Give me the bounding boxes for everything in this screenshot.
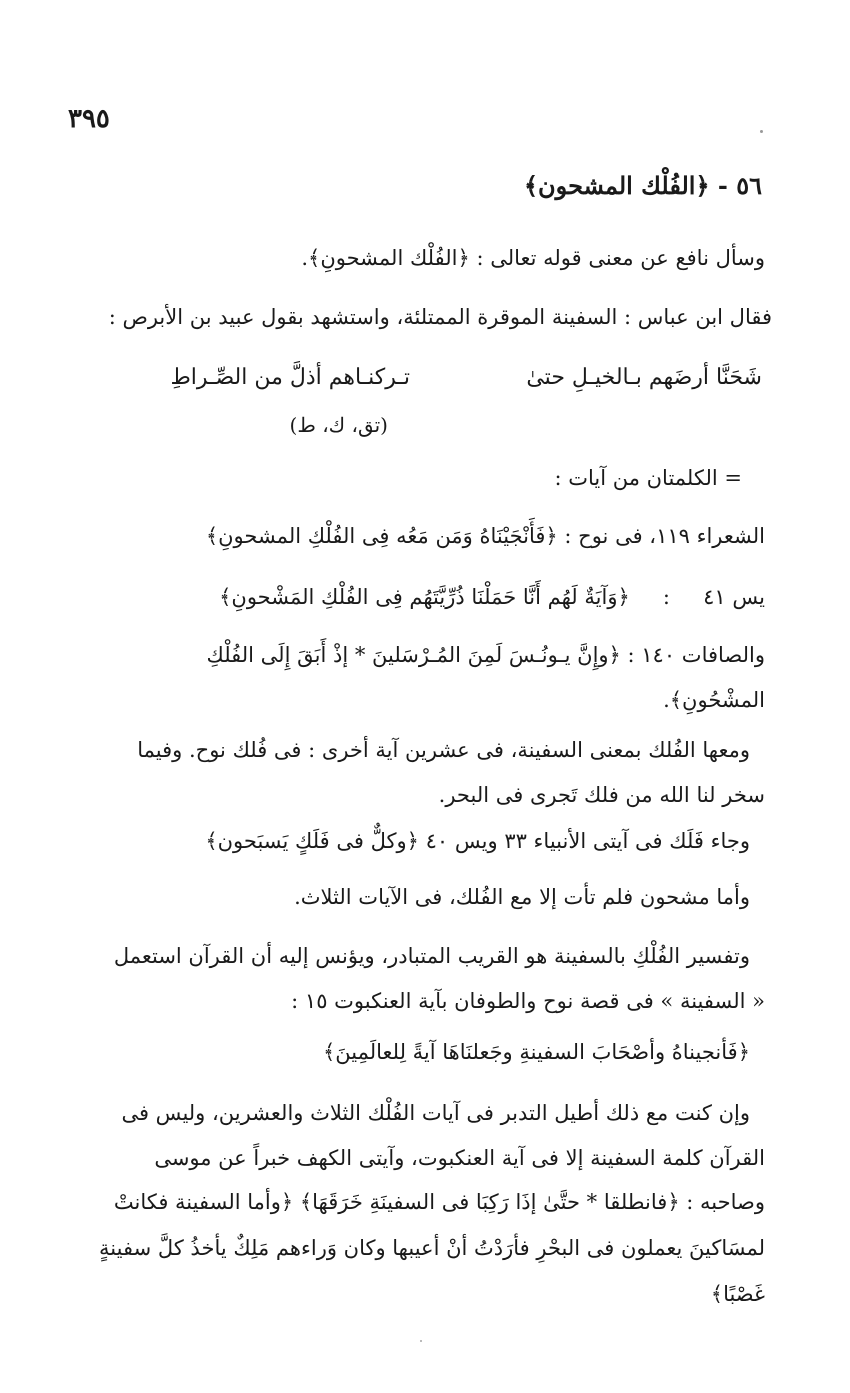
verse-ankabut: ﴿فَأنجيناهُ وأصْحَابَ السفينةِ وجَعلنَاهَا آيةً لِلعالَمِينَ﴾ (322, 1040, 750, 1064)
verse-colon: : (662, 585, 670, 609)
verse-reference: الشعراء ١١٩، فى نوح : (564, 524, 765, 548)
paragraph-line-answer: فقال ابن عباس : السفينة الموقرة الممتلئة، واستشهد بقول عبيد بن الأبرص : (108, 305, 772, 329)
paragraph-line-closing-2: القرآن كلمة السفينة إلا فى آية العنكبوت، وآيتى الكهف خبراً عن موسى (154, 1146, 765, 1170)
speck-mark (760, 130, 763, 133)
verse-text: ﴿فَأَنْجَيْنَاهُ وَمَن مَعُه فِى الفُلْكِ المشحونِ﴾ (205, 524, 558, 548)
verse-shuara (206, 524, 765, 549)
paragraph-line-question: وسأل نافع عن معنى قوله تعالى : ﴿الفُلْك المشحونِ﴾. (301, 246, 765, 270)
poem-first-hemistich: شَحَنَّا أرضَهم بـالخيـلِ حتىٰ (526, 365, 762, 390)
verse-text: ﴿وَآيَةٌ لَهُم أَنَّا حَمَلْنَا ذُرِّيَّتَهُم فِى الفُلْكِ المَشْحونِ﴾ (219, 585, 630, 609)
paragraph-line-closing-5: غَصْبًا﴾ (710, 1282, 765, 1306)
paragraph-line-closing-4: لمسَاكينَ يعملون فى البحْرِ فأرَدْتُ أنْ أعيبها وكان وَراءهم مَلِكٌ يأخذُ كلَّ سفينةٍ (99, 1236, 765, 1260)
paragraph-line-falak: وجاء فَلَك فى آيتى الأنبياء ٣٣ ويس ٤٠ ﴿وكلٌّ فى فَلَكٍ يَسبَحون﴾ (205, 829, 750, 853)
paragraph-line-fulk-1: ومعها الفُلك بمعنى السفينة، فى عشرين آية أخرى : فى فُلك نوح. وفيما (137, 738, 750, 762)
verse-yasin (219, 585, 765, 610)
verse-saffat-line-2: المشْحُونِ﴾. (663, 688, 765, 712)
verse-reference: يس ٤١ (703, 585, 765, 609)
page-number: ٣٩٥ (68, 104, 110, 134)
poem-sources: (تق، ك، ط) (289, 413, 388, 437)
paragraph-line-closing-3: وصاحبه : ﴿فانطلقا * حتَّىٰ إذَا رَكِبَا فى السفينَةِ خَرَقَهَا﴾ ﴿وأما السفينة فكانتْ (113, 1190, 765, 1214)
speck-mark (420, 1340, 422, 1342)
paragraph-line-tafsir-2: « السفينة » فى قصة نوح والطوفان بآية العنكبوت ١٥ : (291, 989, 765, 1013)
paragraph-line-closing-1: وإن كنت مع ذلك أطيل التدبر فى آيات الفُلْك الثلاث والعشرين، وليس فى (121, 1101, 750, 1125)
poem-second-hemistich: تـركنـاهم أذلَّ من الصِّـراطِ (170, 365, 410, 390)
paragraph-line-mashhun: وأما مشحون فلم تأت إلا مع الفُلك، فى الآيات الثلاث. (294, 885, 750, 909)
paragraph-line-fulk-2: سخر لنا الله من فلك تَجرى فى البحر. (438, 783, 765, 807)
section-heading: ٥٦ - ﴿الفُلْك المشحون﴾ (523, 171, 762, 200)
verses-intro: = الكلمتان من آيات : (554, 466, 742, 490)
paragraph-line-tafsir-1: وتفسير الفُلْكِ بالسفينة هو القريب المتبادر، ويؤنس إليه أن القرآن استعمل (113, 944, 750, 968)
verse-saffat-line-1: والصافات ١٤٠ : ﴿وإِنَّ يـونُـسَ لَمِنَ المُـرْسَلينَ * إذْ أَبَقَ إِلَى الفُلْكِ (206, 643, 765, 667)
